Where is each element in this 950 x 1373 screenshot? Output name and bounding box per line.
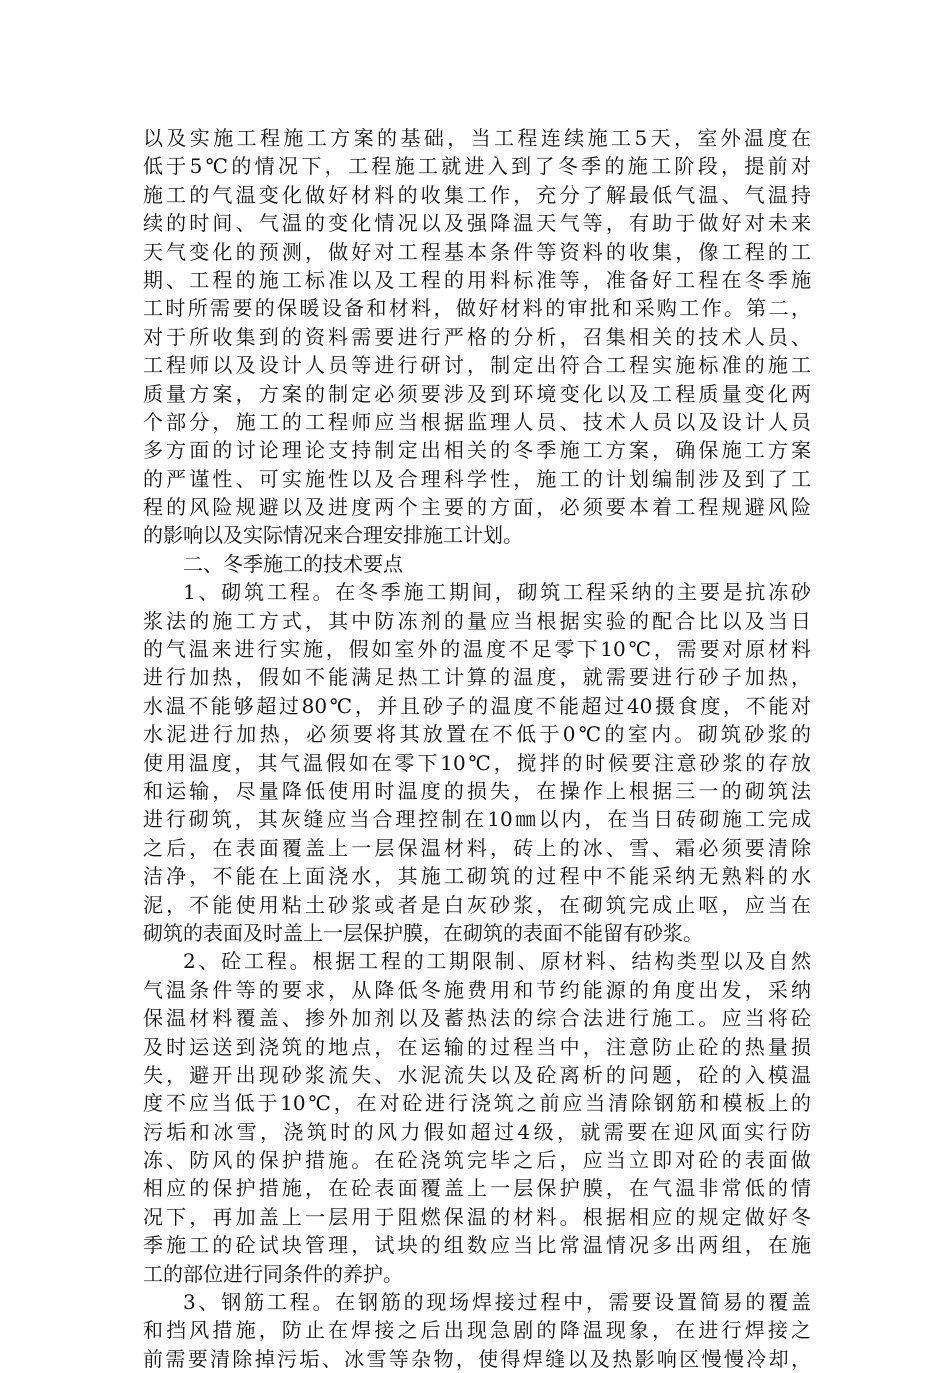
text-line: 进行砌筑，其灰缝应当合理控制在10㎜以内，在当日砖砌施工完成 (143, 807, 811, 832)
text-line: 洁净，不能在上面浇水，其施工砌筑的过程中不能采纳无熟料的水 (143, 864, 811, 889)
text-line: 施工的气温变化做好材料的收集工作，充分了解最低气温、气温持 (143, 182, 811, 207)
text-line: 泥，不能使用粘土砂浆或者是白灰砂浆，在砌筑完成止呕，应当在 (143, 892, 811, 917)
text-line: 的气温来进行实施，假如室外的温度不足零下10℃，需要对原材料 (143, 637, 811, 662)
text-line: 失，避开出现砂浆流失、水泥流失以及砼离析的问题，砼的入模温 (143, 1062, 811, 1087)
text-line: 和运输，尽量降低使用时温度的损失，在操作上根据三一的砌筑法 (143, 778, 811, 803)
text-line: 的影响以及实际情况来合理安排施工计划。 (143, 523, 523, 548)
text-line: 和挡风措施，防止在焊接之后出现急剧的降温现象，在进行焊接之 (143, 1318, 811, 1343)
text-line: 度不应当低于10℃，在对砼进行浇筑之前应当清除钢筋和模板上的 (143, 1091, 811, 1116)
text-line: 况下，再加盖上一层用于阻燃保温的材料。根据相应的规定做好冬 (143, 1204, 811, 1229)
text-line: 工时所需要的保暖设备和材料，做好材料的审批和采购工作。第二， (143, 296, 811, 321)
body-text (143, 124, 811, 1373)
text-line: 质量方案，方案的制定必须要涉及到环境变化以及工程质量变化两 (143, 381, 811, 406)
text-line: 个部分，施工的工程师应当根据监理人员、技术人员以及设计人员 (143, 409, 811, 434)
text-line: 工的部位进行同条件的养护。 (143, 1261, 403, 1286)
text-line: 低于5℃的情况下，工程施工就进入到了冬季的施工阶段，提前对 (143, 154, 811, 179)
text-line: 1、砌筑工程。在冬季施工期间，砌筑工程采纳的主要是抗冻砂 (183, 580, 811, 605)
text-line: 使用温度，其气温假如在零下10℃，搅拌的时候要注意砂浆的存放 (143, 750, 811, 775)
text-line: 砌筑的表面及时盖上一层保护膜，在砌筑的表面不能留有砂浆。 (143, 920, 703, 945)
text-line: 3、钢筋工程。在钢筋的现场焊接过程中，需要设置简易的覆盖 (183, 1290, 811, 1315)
text-line: 2、砼工程。根据工程的工期限制、原材料、结构类型以及自然 (183, 949, 811, 974)
text-line: 气温条件等的要求，从降低冬施费用和节约能源的角度出发，采纳 (143, 977, 811, 1002)
text-line: 的严谨性、可实施性以及合理科学性，施工的计划编制涉及到了工 (143, 466, 811, 491)
text-line: 程的风险规避以及进度两个主要的方面，必须要本着工程规避风险 (143, 495, 811, 520)
text-line: 工程师以及设计人员等进行研讨，制定出符合工程实施标准的施工 (143, 353, 811, 378)
text-line: 进行加热，假如不能满足热工计算的温度，就需要进行砂子加热， (143, 665, 811, 690)
text-line: 保温材料覆盖、掺外加剂以及蓄热法的综合法进行施工。应当将砼 (143, 1006, 811, 1031)
text-line: 期、工程的施工标准以及工程的用料标准等，准备好工程在冬季施 (143, 267, 811, 292)
text-line: 多方面的讨论理论支持制定出相关的冬季施工方案，确保施工方案 (143, 438, 811, 463)
text-line: 以及实施工程施工方案的基础，当工程连续施工5天，室外温度在 (143, 126, 811, 150)
text-line: 天气变化的预测，做好对工程基本条件等资料的收集，像工程的工 (143, 239, 811, 264)
text-line: 水泥进行加热，必须要将其放置在不低于0℃的室内。砌筑砂浆的 (143, 722, 811, 747)
text-line: 污垢和冰雪，浇筑时的风力假如超过4级，就需要在迎风面实行防 (143, 1119, 811, 1144)
text-line: 水温不能够超过80℃，并且砂子的温度不能超过40摄食度，不能对 (143, 693, 811, 718)
text-line: 相应的保护措施，在砼表面覆盖上一层保护膜，在气温非常低的情 (143, 1176, 811, 1201)
text-line: 之后，在表面覆盖上一层保温材料，砖上的冰、雪、霜必须要清除 (143, 835, 811, 860)
text-line: 冻、防风的保护措施。在砼浇筑完毕之后，应当立即对砼的表面做 (143, 1148, 811, 1173)
text-line: 续的时间、气温的变化情况以及强降温天气等，有助于做好对未来 (143, 211, 811, 236)
text-line: 前需要清除掉污垢、冰雪等杂物，使得焊缝以及热影响区慢慢冷却， (143, 1346, 811, 1371)
text-line: 季施工的砼试块管理，试块的组数应当比常温情况多出两组，在施 (143, 1233, 811, 1258)
text-line: 对于所收集到的资料需要进行严格的分析，召集相关的技术人员、 (143, 324, 811, 349)
text-line: 二、冬季施工的技术要点 (183, 551, 403, 576)
text-line: 浆法的施工方式，其中防冻剂的量应当根据实验的配合比以及当日 (143, 608, 811, 633)
text-line: 及时运送到浇筑的地点，在运输的过程当中，注意防止砼的热量损 (143, 1034, 811, 1059)
